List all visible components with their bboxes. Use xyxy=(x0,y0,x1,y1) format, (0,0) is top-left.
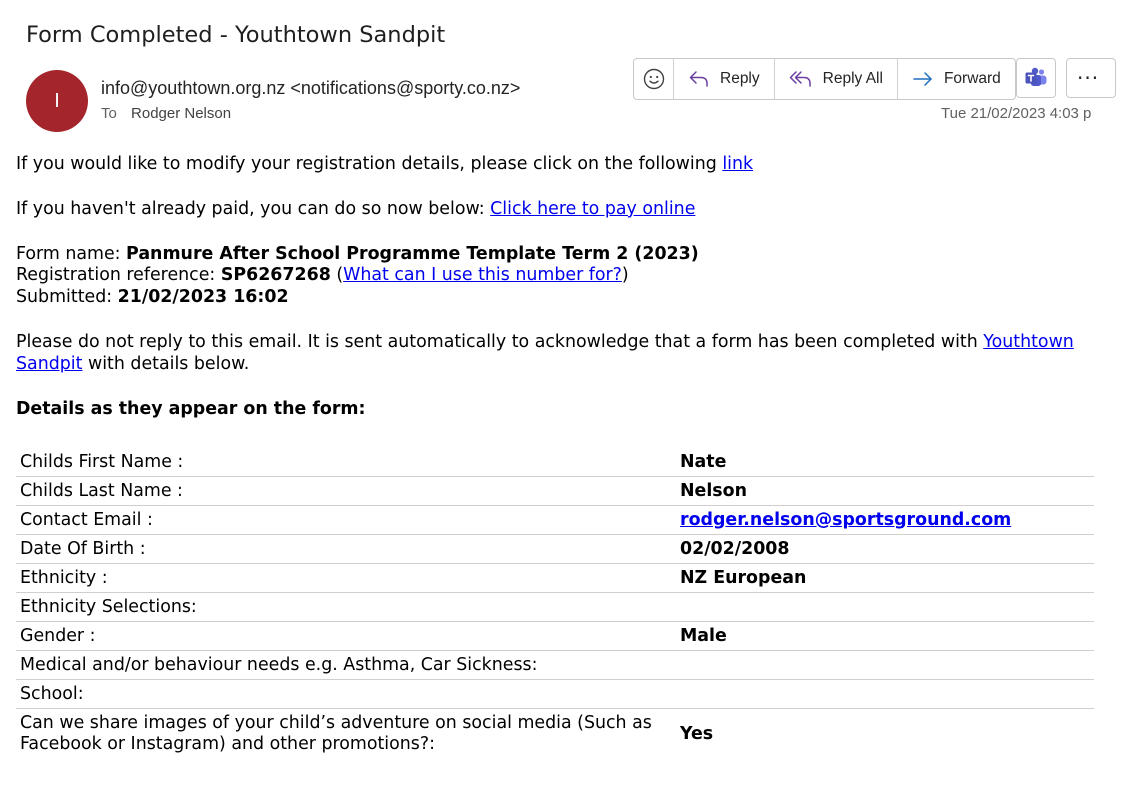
field-value xyxy=(674,593,1094,622)
field-value xyxy=(674,651,1094,680)
modify-paragraph xyxy=(16,154,1094,176)
table-row xyxy=(16,477,1094,506)
field-value xyxy=(674,506,1094,535)
sender-avatar[interactable] xyxy=(26,70,88,132)
org-link[interactable]: Youthtown Sandpit xyxy=(16,331,1074,374)
notice-text: Please do not reply to this email. It is sent automatically to acknowledge that a form has been completed with xyxy=(16,331,978,352)
field-label: Can we share images of your child’s adventure on social media (Such as Facebook or Instagram) and other promotions?: xyxy=(20,713,652,754)
sender-address[interactable]: info@youthtown.org.nz <notifications@sporty.co.nz> xyxy=(101,78,521,98)
notice-suffix: with details below. xyxy=(87,353,250,374)
recipient-name[interactable]: Rodger Nelson xyxy=(131,105,232,122)
field-value: Yes xyxy=(680,723,714,744)
form-name-label: Form name: xyxy=(16,243,121,264)
reply-all-button[interactable] xyxy=(775,59,898,99)
registration-reference-line: Registration reference: SP6267268 (What can I use this number for?) xyxy=(16,265,629,286)
field-label: Ethnicity Selections: xyxy=(16,593,674,622)
form-name-value: Panmure After School Programme Template Term 2 (2023) xyxy=(126,243,699,264)
table-row xyxy=(16,709,1094,758)
field-value: NZ European xyxy=(674,564,1094,593)
field-value xyxy=(674,680,1094,709)
field-label: Gender : xyxy=(16,622,674,651)
notice-paragraph xyxy=(16,332,1094,376)
field-value: 02/02/2008 xyxy=(674,535,1094,564)
forward-button[interactable] xyxy=(898,59,1015,99)
field-label: Medical and/or behaviour needs e.g. Asthma, Car Sickness: xyxy=(16,651,674,680)
teams-icon xyxy=(1024,67,1048,89)
form-name-line xyxy=(16,244,1094,266)
table-row xyxy=(16,680,1094,709)
more-actions-button[interactable] xyxy=(1066,58,1116,98)
reply-all-label: Reply All xyxy=(822,70,883,87)
contact-email-link[interactable]: rodger.nelson@sportsground.com xyxy=(680,509,1012,530)
table-row xyxy=(16,564,1094,593)
recipient-line xyxy=(101,105,231,122)
email-subject: Form Completed - Youthtown Sandpit xyxy=(26,22,446,48)
submitted-line xyxy=(16,287,1094,309)
reaction-button[interactable] xyxy=(634,59,674,99)
message-actions-toolbar xyxy=(633,58,1016,100)
field-value: Male xyxy=(674,622,1094,651)
sent-date: Tue 21/02/2023 4:03 p xyxy=(941,105,1092,122)
field-label: Contact Email : xyxy=(16,506,674,535)
smiley-icon xyxy=(643,68,665,90)
modify-text: If you would like to modify your registration details, please click on the following xyxy=(16,154,717,174)
submitted-label: Submitted: xyxy=(16,287,113,308)
forward-label: Forward xyxy=(943,70,1001,87)
pay-online-link[interactable]: Click here to pay online xyxy=(490,198,696,219)
reg-ref-value: SP6267268 xyxy=(220,265,331,286)
reg-ref-help-link[interactable]: What can I use this number for? xyxy=(343,265,622,286)
field-label: Date Of Birth : xyxy=(16,535,674,564)
field-value: Nelson xyxy=(674,477,1094,506)
message-body xyxy=(16,154,1094,420)
reg-ref-label: Registration reference: xyxy=(16,265,216,286)
reply-label: Reply xyxy=(720,70,760,87)
table-row xyxy=(16,506,1094,535)
table-row xyxy=(16,535,1094,564)
table-row xyxy=(16,622,1094,651)
pay-text: If you haven't already paid, you can do so now below: xyxy=(16,198,485,219)
field-label: Childs Last Name : xyxy=(16,477,674,506)
field-label: Ethnicity : xyxy=(16,564,674,593)
reply-icon xyxy=(688,69,710,89)
reply-button[interactable] xyxy=(674,59,775,99)
to-label: To xyxy=(101,105,117,122)
submitted-value: 21/02/2023 16:02 xyxy=(117,287,289,308)
table-row xyxy=(16,593,1094,622)
table-row xyxy=(16,651,1094,680)
field-label: Childs First Name : xyxy=(16,448,674,477)
table-row xyxy=(16,448,1094,477)
field-label: School: xyxy=(16,680,674,709)
pay-paragraph xyxy=(16,199,1094,221)
modify-link[interactable]: link xyxy=(722,154,754,174)
avatar-initial: I xyxy=(54,89,60,112)
teams-share-button[interactable] xyxy=(1016,58,1056,98)
details-heading: Details as they appear on the form: xyxy=(16,398,366,419)
forward-arrow-icon xyxy=(912,69,934,89)
reply-all-icon xyxy=(789,69,813,89)
details-table xyxy=(16,448,1094,757)
field-value: Nate xyxy=(674,448,1094,477)
more-icon: ··· xyxy=(1077,66,1100,90)
